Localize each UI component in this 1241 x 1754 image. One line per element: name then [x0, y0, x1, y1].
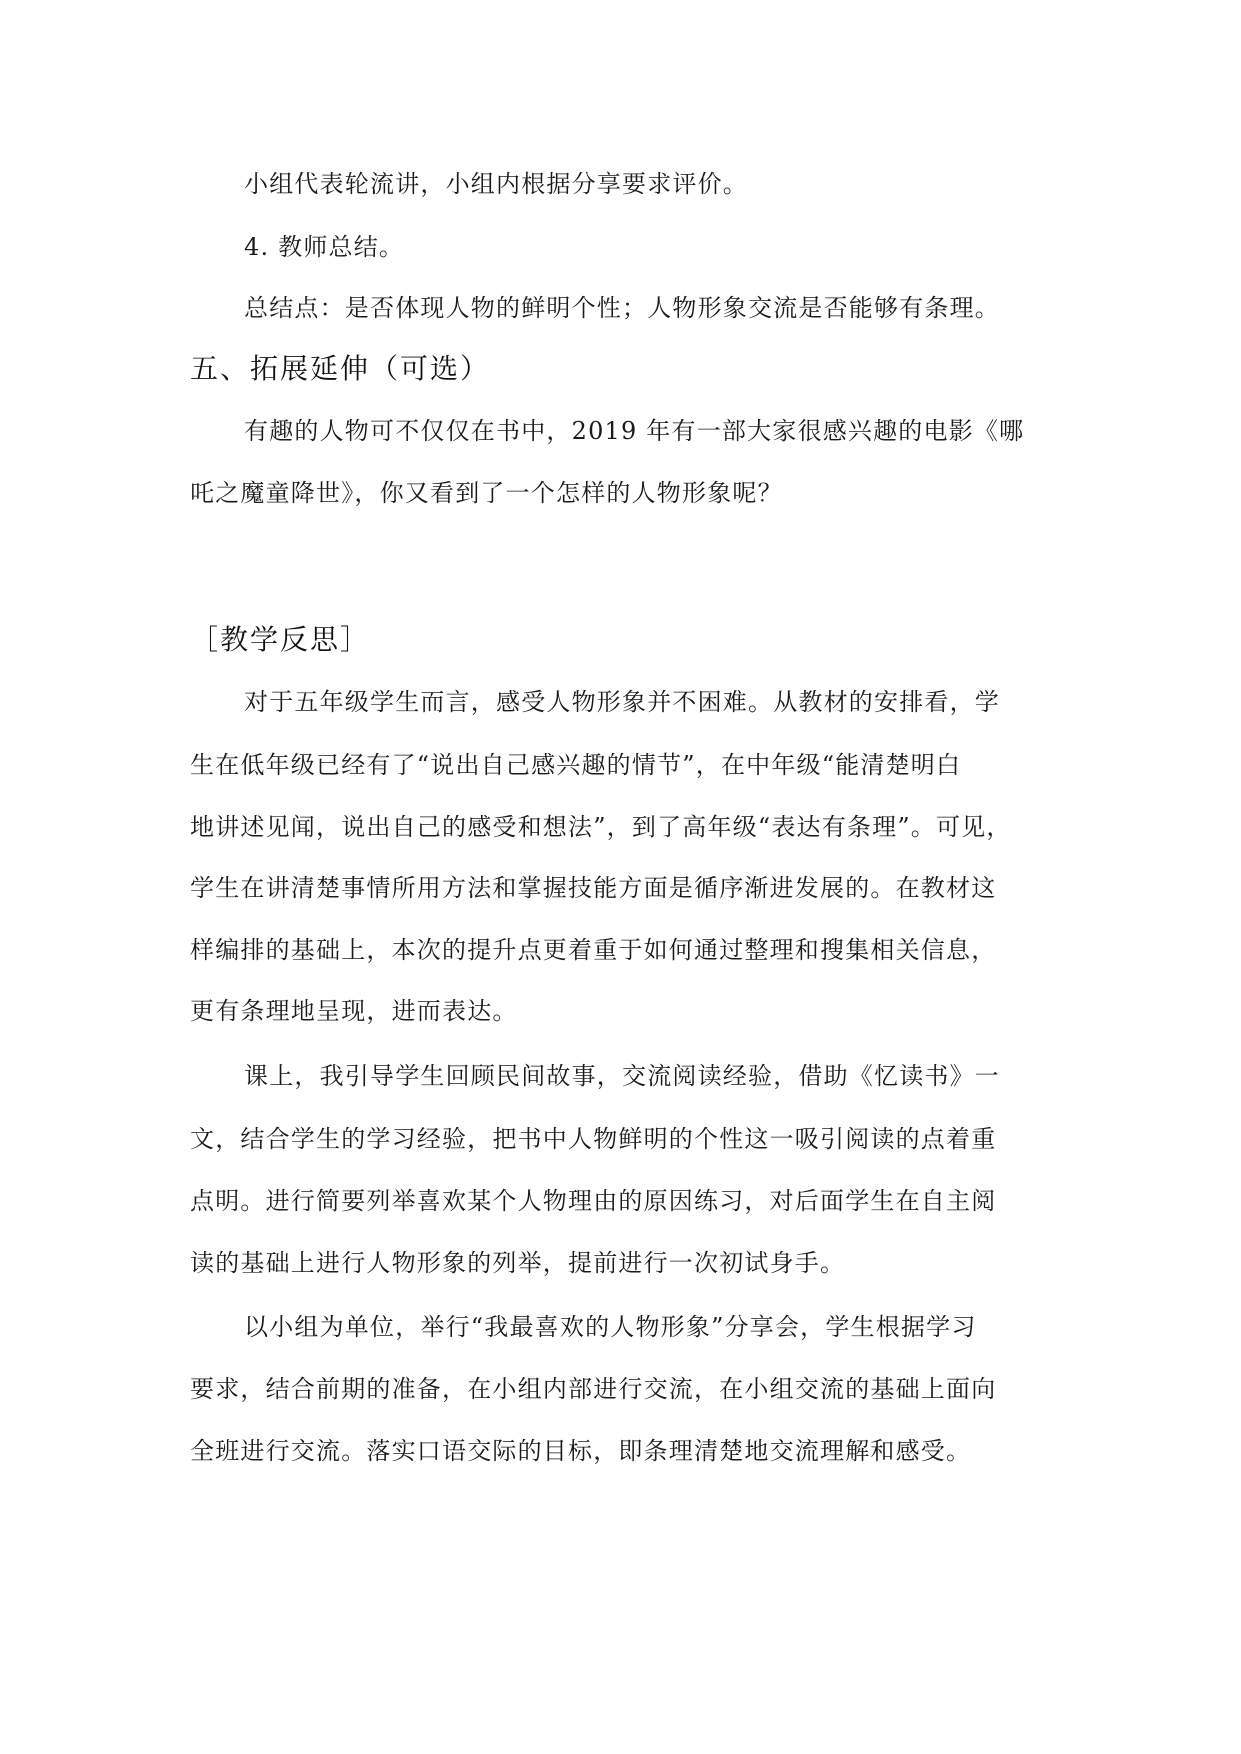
reflection-paragraph-2-line: 文，结合学生的学习经验，把书中人物鲜明的个性这一吸引阅读的点着重: [190, 1125, 997, 1153]
section-heading-reflection: ［教学反思］: [190, 623, 371, 656]
group-share-line: 小组代表轮流讲，小组内根据分享要求评价。: [244, 170, 748, 198]
reflection-paragraph-3-line: 要求，结合前期的准备，在小组内部进行交流，在小组交流的基础上面向: [190, 1375, 997, 1403]
reflection-paragraph-1-line: 学生在讲清楚事情所用方法和掌握技能方面是循序渐进发展的。在教材这: [190, 874, 997, 902]
reflection-paragraph-2-line: 点明。进行简要列举喜欢某个人物理由的原因练习，对后面学生在自主阅: [190, 1187, 997, 1215]
summary-points-line: 总结点：是否体现人物的鲜明个性；人物形象交流是否能够有条理。: [244, 294, 1000, 322]
reflection-paragraph-3-line: 以小组为单位，举行“我最喜欢的人物形象”分享会，学生根据学习: [244, 1313, 977, 1341]
reflection-paragraph-2-line: 课上，我引导学生回顾民间故事，交流阅读经验，借助《忆读书》一: [244, 1062, 1000, 1090]
reflection-paragraph-3-line: 全班进行交流。落实口语交际的目标，即条理清楚地交流理解和感受。: [190, 1437, 972, 1465]
section-heading-extension: 五、拓展延伸（可选）: [190, 352, 491, 385]
extension-paragraph-line: 有趣的人物可不仅仅在书中，2019 年有一部大家很感兴趣的电影《哪: [244, 417, 1025, 445]
teacher-summary-step: 4. 教师总结。: [244, 233, 405, 261]
extension-paragraph-line: 吒之魔童降世》，你又看到了一个怎样的人物形象呢？: [190, 479, 783, 507]
reflection-paragraph-1-line: 地讲述见闻，说出自己的感受和想法”，到了高年级“表达有条理”。可见，: [190, 813, 1012, 841]
reflection-paragraph-1-line: 对于五年级学生而言，感受人物形象并不困难。从教材的安排看，学: [244, 688, 1000, 716]
reflection-paragraph-2-line: 读的基础上进行人物形象的列举，提前进行一次初试身手。: [190, 1249, 846, 1277]
reflection-paragraph-1-line: 生在低年级已经有了“说出自己感兴趣的情节”，在中年级“能清楚明白: [190, 751, 962, 779]
reflection-paragraph-1-line: 样编排的基础上，本次的提升点更着重于如何通过整理和搜集相关信息，: [190, 936, 997, 964]
reflection-paragraph-1-line: 更有条理地呈现，进而表达。: [190, 997, 518, 1025]
